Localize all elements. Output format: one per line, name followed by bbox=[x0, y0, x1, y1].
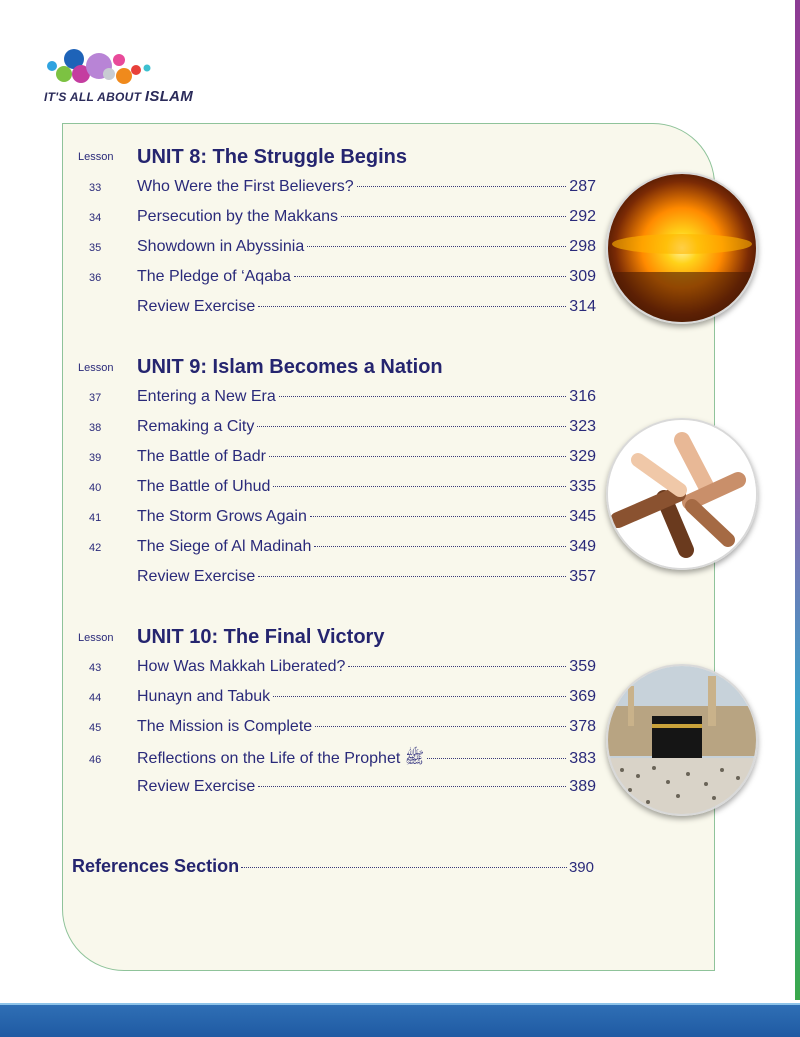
lesson-number: 46 bbox=[89, 754, 102, 766]
toc-row[interactable] bbox=[78, 718, 596, 742]
leader-dots bbox=[357, 186, 567, 187]
leader-dots bbox=[294, 276, 566, 277]
page-number: 383 bbox=[569, 750, 596, 767]
page-number: 316 bbox=[569, 388, 596, 405]
toc-row[interactable] bbox=[78, 568, 596, 592]
toc-row[interactable] bbox=[78, 268, 596, 292]
page-number: 369 bbox=[569, 688, 596, 705]
lesson-number: 41 bbox=[89, 512, 102, 524]
toc-row[interactable] bbox=[78, 448, 596, 472]
leader-dots bbox=[279, 396, 567, 397]
logo-bubbles-icon bbox=[44, 48, 184, 88]
lesson-title: Who Were the First Believers? bbox=[137, 178, 354, 195]
right-edge-stripe bbox=[795, 0, 800, 1000]
toc-row[interactable] bbox=[78, 418, 596, 442]
toc-row[interactable] bbox=[78, 478, 596, 502]
sunrise-icon bbox=[608, 174, 756, 322]
sunrise-photo bbox=[606, 172, 758, 324]
logo-text: IT'S ALL ABOUT ISLAM bbox=[44, 88, 194, 105]
lesson-column-label: Lesson bbox=[78, 362, 114, 374]
leader-dots bbox=[269, 456, 566, 457]
lesson-number: 35 bbox=[89, 242, 102, 254]
toc-row[interactable] bbox=[78, 388, 596, 412]
toc-row[interactable] bbox=[78, 658, 596, 682]
page-number: 309 bbox=[569, 268, 596, 285]
page-number: 335 bbox=[569, 478, 596, 495]
kaaba-photo bbox=[606, 664, 758, 816]
page-number: 389 bbox=[569, 778, 596, 795]
lesson-number: 34 bbox=[89, 212, 102, 224]
lesson-title: Reflections on the Life of the Prophet ﷺ bbox=[137, 750, 425, 767]
page-number: 329 bbox=[569, 448, 596, 465]
lesson-title: Showdown in Abyssinia bbox=[137, 238, 305, 255]
leader-dots bbox=[315, 726, 566, 727]
lesson-number: 45 bbox=[89, 722, 102, 734]
lesson-number: 44 bbox=[89, 692, 102, 704]
page-number: 359 bbox=[569, 658, 596, 675]
toc-row[interactable] bbox=[78, 208, 596, 232]
lesson-column-label: Lesson bbox=[78, 632, 114, 644]
lesson-number: 38 bbox=[89, 422, 102, 434]
lesson-title: Review Exercise bbox=[137, 778, 256, 795]
linked-hands-icon bbox=[608, 420, 756, 568]
unit-title: UNIT 8: The Struggle Begins bbox=[137, 146, 408, 168]
leader-dots bbox=[258, 786, 566, 787]
toc-row[interactable] bbox=[78, 688, 596, 712]
toc-row[interactable] bbox=[78, 538, 596, 562]
toc-row[interactable] bbox=[78, 178, 596, 202]
lesson-title: The Pledge of ‘Aqaba bbox=[137, 268, 291, 285]
lesson-number: 36 bbox=[89, 272, 102, 284]
page-number: 287 bbox=[569, 178, 596, 195]
lesson-title: Persecution by the Makkans bbox=[137, 208, 338, 225]
unit-title: UNIT 9: Islam Becomes a Nation bbox=[137, 356, 443, 378]
book-logo bbox=[44, 48, 194, 108]
leader-dots bbox=[427, 758, 566, 759]
lesson-title: The Battle of Badr bbox=[137, 448, 266, 465]
page-number: 345 bbox=[569, 508, 596, 525]
page-number: 298 bbox=[569, 238, 596, 255]
toc-row[interactable] bbox=[78, 238, 596, 262]
unit-title: UNIT 10: The Final Victory bbox=[137, 626, 385, 648]
lesson-number: 39 bbox=[89, 452, 102, 464]
lesson-title: The Battle of Uhud bbox=[137, 478, 271, 495]
references-row[interactable] bbox=[72, 856, 594, 877]
lesson-number: 37 bbox=[89, 392, 102, 404]
references-title: References Section bbox=[72, 856, 240, 876]
leader-dots bbox=[241, 867, 567, 868]
lesson-column-label: Lesson bbox=[78, 151, 114, 163]
leader-dots bbox=[341, 216, 566, 217]
lesson-title: The Mission is Complete bbox=[137, 718, 313, 735]
lesson-number: 42 bbox=[89, 542, 102, 554]
toc-row[interactable] bbox=[78, 778, 596, 802]
kaaba-icon bbox=[608, 666, 756, 814]
page-number: 292 bbox=[569, 208, 596, 225]
leader-dots bbox=[310, 516, 566, 517]
leader-dots bbox=[258, 576, 566, 577]
page-number: 323 bbox=[569, 418, 596, 435]
page-number: 390 bbox=[568, 859, 594, 876]
bottom-bar bbox=[0, 1003, 800, 1037]
leader-dots bbox=[273, 696, 566, 697]
leader-dots bbox=[314, 546, 566, 547]
toc-row[interactable] bbox=[78, 748, 596, 772]
lesson-title: The Storm Grows Again bbox=[137, 508, 307, 525]
leader-dots bbox=[273, 486, 566, 487]
lesson-number: 43 bbox=[89, 662, 102, 674]
page-number: 349 bbox=[569, 538, 596, 555]
lesson-title: Review Exercise bbox=[137, 568, 256, 585]
lesson-number: 40 bbox=[89, 482, 102, 494]
lesson-title: The Siege of Al Madinah bbox=[137, 538, 312, 555]
leader-dots bbox=[258, 306, 566, 307]
hands-photo bbox=[606, 418, 758, 570]
lesson-number: 33 bbox=[89, 182, 102, 194]
lesson-title: How Was Makkah Liberated? bbox=[137, 658, 346, 675]
lesson-title: Remaking a City bbox=[137, 418, 255, 435]
lesson-title: Entering a New Era bbox=[137, 388, 276, 405]
leader-dots bbox=[307, 246, 566, 247]
leader-dots bbox=[348, 666, 566, 667]
lesson-title: Hunayn and Tabuk bbox=[137, 688, 271, 705]
leader-dots bbox=[257, 426, 566, 427]
page-number: 357 bbox=[569, 568, 596, 585]
toc-row[interactable] bbox=[78, 298, 596, 322]
lesson-title: Review Exercise bbox=[137, 298, 256, 315]
toc-row[interactable] bbox=[78, 508, 596, 532]
page-number: 314 bbox=[569, 298, 596, 315]
page-number: 378 bbox=[569, 718, 596, 735]
